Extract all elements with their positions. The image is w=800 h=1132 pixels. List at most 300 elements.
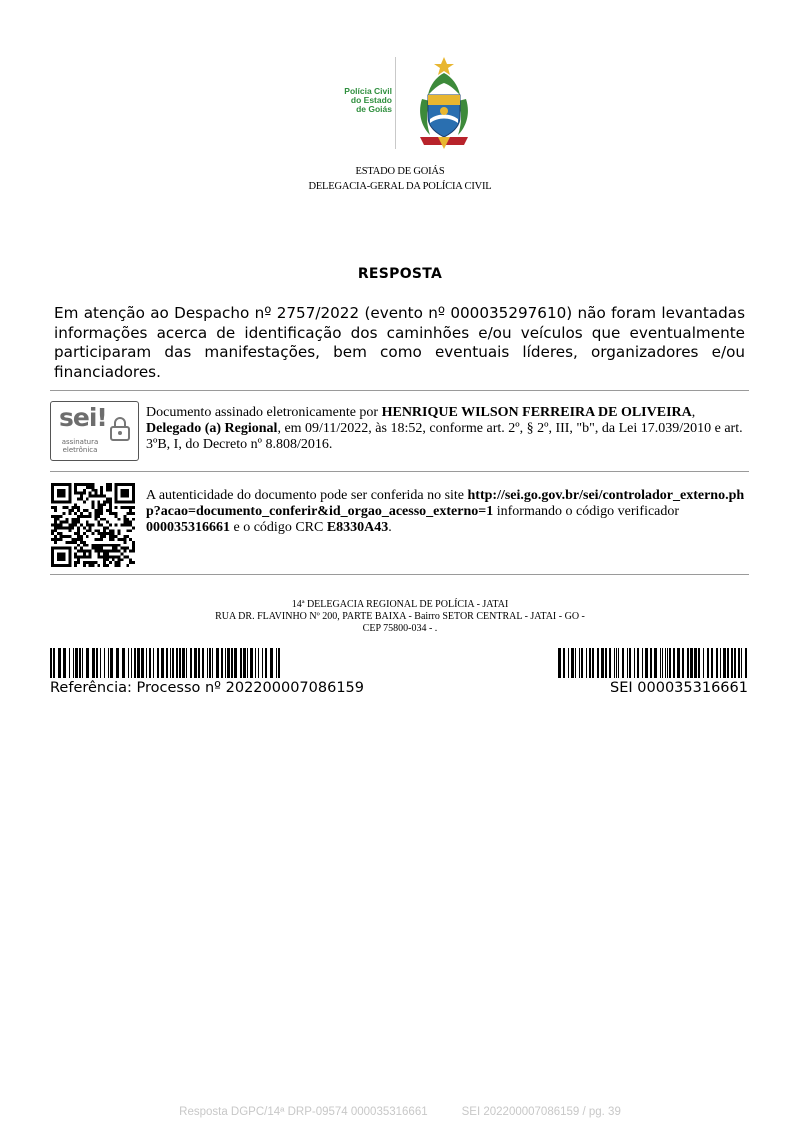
barcode-bar [634,648,635,678]
qr-module [129,550,132,553]
qr-module [106,553,109,556]
qr-module [68,489,71,492]
address-line: RUA DR. FLAVINHO Nº 200, PARTE BAIXA - Bairro SETOR CENTRAL - JATAI - GO - [215,611,585,622]
qr-module [89,492,92,495]
qr-module [71,524,74,527]
barcode-bar [669,648,671,678]
qr-module [115,535,118,538]
barcode-bar [707,648,709,678]
qr-module [118,529,121,532]
qr-module [118,555,121,558]
qr-module [97,547,100,550]
qr-module [83,483,86,486]
qr-module [57,515,60,518]
qr-module [109,524,112,527]
barcode-bar [723,648,726,678]
qr-module [68,500,71,503]
qr-module [100,538,103,541]
qr-module [94,515,97,518]
qr-module [129,483,132,486]
qr-module [100,518,103,521]
barcode-bar [609,648,611,678]
qr-module [74,547,77,550]
qr-module [63,495,66,498]
qr-module [77,515,80,518]
qr-module [97,564,100,567]
qr-module [97,553,100,556]
qr-module [54,518,57,521]
padlock-icon [109,416,131,442]
qr-module [129,506,132,509]
qr-module [132,492,135,495]
barcode-bar [667,648,668,678]
qr-module [109,532,112,535]
barcode-bar [212,648,213,678]
qr-module [57,532,60,535]
qr-module [77,535,80,538]
qr-module [132,541,135,544]
qr-module [63,506,66,509]
sei-barcode-icon [558,648,748,678]
qr-module [77,529,80,532]
qr-module [68,564,71,567]
qr-module [71,506,74,509]
logo-line: Polícia Civil [344,86,392,96]
qr-module [60,564,63,567]
signer-role: Delegado (a) Regional [146,421,278,436]
qr-module [77,558,80,561]
divider-top [50,390,749,391]
qr-module [115,506,118,509]
state-name: ESTADO DE GOIÁS [355,166,445,177]
qr-module [65,564,68,567]
barcode-bar [73,648,74,678]
qr-module [106,555,109,558]
qr-module [103,553,106,556]
qr-module [132,512,135,515]
qr-module [54,524,57,527]
qr-module [63,558,66,561]
barcode-bar [131,648,132,678]
qr-module [118,558,121,561]
qr-module [68,553,71,556]
qr-module [115,512,118,515]
authenticity-intro: A autenticidade do documento pode ser conferida no site [146,488,468,503]
qr-module [51,555,54,558]
qr-module [106,544,109,547]
qr-module [97,550,100,553]
qr-module [92,483,95,486]
qr-module [100,506,103,509]
stamp-caption-line: assinatura [61,438,99,446]
qr-module [60,521,63,524]
barcode-bar [63,648,66,678]
qr-module [83,553,86,556]
barcode-bar [170,648,171,678]
qr-module [86,529,89,532]
qr-module [51,553,54,556]
qr-module [129,500,132,503]
qr-module [80,524,83,527]
logo-line: do Estado [350,95,392,105]
qr-module [89,561,92,564]
qr-module [112,529,115,532]
qr-module [106,509,109,512]
qr-module [126,512,129,515]
qr-module [89,553,92,556]
barcode-bar [731,648,733,678]
qr-module [68,497,71,500]
qr-module [60,526,63,529]
qr-module [100,550,103,553]
qr-module [132,497,135,500]
page-footer [0,1106,800,1118]
barcode-bar [563,648,565,678]
qr-module [126,535,129,538]
qr-module [83,526,86,529]
qr-module [74,553,77,556]
qr-module [100,489,103,492]
footer-document-id: Resposta DGPC/14ª DRP-09574 000035316661 [179,1106,428,1118]
qr-module [112,532,115,535]
qr-module [92,489,95,492]
qr-module [86,535,89,538]
qr-module [115,555,118,558]
qr-module [51,500,54,503]
qr-module [106,564,109,567]
qr-module [77,518,80,521]
barcode-bar [673,648,675,678]
qr-module [121,483,124,486]
qr-module [77,483,80,486]
qr-module [74,506,77,509]
qr-module [57,538,60,541]
qr-module [74,532,77,535]
logo-line: de Goiás [356,104,392,114]
qr-module [65,526,68,529]
qr-module [121,492,124,495]
qr-module [74,555,77,558]
qr-module [100,486,103,489]
barcode-bar [209,648,211,678]
qr-module [89,524,92,527]
qr-module [51,506,54,509]
qr-module [74,486,77,489]
qr-module [115,483,118,486]
qr-module [115,544,118,547]
qr-module [121,489,124,492]
qr-module [60,558,63,561]
barcode-bar [221,648,223,678]
qr-module [129,512,132,515]
qr-module [94,518,97,521]
sei-signature-stamp [50,401,139,461]
qr-module [68,483,71,486]
qr-module [97,509,100,512]
barcode-bar [568,648,569,678]
qr-module [115,524,118,527]
qr-module [74,524,77,527]
qr-module [51,550,54,553]
qr-module [126,564,129,567]
barcode-bar [182,648,185,678]
qr-module [71,509,74,512]
qr-module [115,495,118,498]
qr-module [68,550,71,553]
qr-module [83,509,86,512]
qr-module [83,489,86,492]
qr-module [100,492,103,495]
barcode-bar [128,648,129,678]
qr-module [123,492,126,495]
barcode-bar [161,648,164,678]
barcode-bar [50,648,52,678]
barcode-bar [58,648,61,678]
qr-module [57,500,60,503]
barcode-bar [665,648,666,678]
qr-module [100,503,103,506]
barcode-bar [86,648,89,678]
process-barcode-icon [50,648,280,678]
qr-module [94,538,97,541]
qr-module [60,489,63,492]
qr-module [132,495,135,498]
qr-module [68,558,71,561]
qr-module [129,558,132,561]
qr-module [92,486,95,489]
qr-module [51,529,54,532]
qr-module [109,555,112,558]
barcode-bar [190,648,192,678]
qr-module [123,547,126,550]
barcode-bar [137,648,140,678]
qr-module [80,495,83,498]
qr-module [63,547,66,550]
qr-module [65,518,68,521]
qr-module [106,500,109,503]
qr-module [65,483,68,486]
address-line: 14ª DELEGACIA REGIONAL DE POLÍCIA - JATAI [291,599,509,610]
barcode-bar [194,648,197,678]
header-logo [300,55,500,155]
qr-module [132,506,135,509]
qr-module [80,483,83,486]
qr-module [92,500,95,503]
qr-module [106,497,109,500]
qr-module [112,550,115,553]
qr-module [83,561,86,564]
qr-module [54,506,57,509]
qr-module [100,555,103,558]
qr-module [60,500,63,503]
qr-module [86,550,89,553]
qr-module [51,483,54,486]
qr-module [86,544,89,547]
qr-module [109,506,112,509]
qr-module [86,509,89,512]
qr-module [80,541,83,544]
qr-module [94,561,97,564]
qr-module [121,538,124,541]
coat-of-arms-icon [408,55,480,151]
barcode-bar [258,648,259,678]
verification-link[interactable]: http://sei.go.gov.br/sei/controlador_externo.php?acao=documento_conferir&id_orgao_acesso_externo=1 [146,488,745,519]
qr-module [109,500,112,503]
qr-module [74,483,77,486]
barcode-bar [172,648,174,678]
barcode-bar [53,648,55,678]
qr-module [103,529,106,532]
barcode-bar [654,648,657,678]
qr-module [115,492,118,495]
qr-module [109,489,112,492]
signer-name: HENRIQUE WILSON FERREIRA DE OLIVEIRA [381,405,692,420]
qr-module [103,503,106,506]
barcode-bar [682,648,684,678]
qr-module [109,561,112,564]
document-title: RESPOSTA [357,266,443,282]
qr-module [83,550,86,553]
barcode-bar [734,648,736,678]
qr-module [65,541,68,544]
qr-module [121,553,124,556]
qr-module [51,489,54,492]
barcode-bar [262,648,263,678]
qr-module [109,503,112,506]
barcode-bar [198,648,200,678]
qr-module [51,547,54,550]
signature-separator: , [691,405,696,420]
qr-module [57,555,60,558]
qr-module [121,524,124,527]
qr-module [121,506,124,509]
qr-module [60,535,63,538]
barcode-bar [629,648,631,678]
qr-module [129,524,132,527]
address-line: CEP 75800-034 - . [362,623,438,634]
qr-module [129,538,132,541]
barcode-bar [255,648,256,678]
qr-module [77,555,80,558]
barcode-bar [225,648,226,678]
qr-module [77,544,80,547]
qr-module [123,521,126,524]
qr-module [92,547,95,550]
barcode-bar [586,648,587,678]
barcode-bar [589,648,591,678]
barcode-bar [645,648,648,678]
qr-module [126,547,129,550]
qr-module [54,541,57,544]
qr-module [97,512,100,515]
barcode-bar [153,648,154,678]
qr-module [103,526,106,529]
qr-module [94,544,97,547]
qr-module [80,535,83,538]
barcode-bar [741,648,742,678]
barcode-bar [738,648,740,678]
qr-module [80,512,83,515]
signature-prefix: Documento assinado eletronicamente por [146,405,382,420]
qr-module [123,500,126,503]
barcode-bar [687,648,689,678]
sei-logo-word: sei! [59,403,107,432]
qr-module [54,483,57,486]
qr-module [97,515,100,518]
qr-module [51,558,54,561]
qr-module [132,526,135,529]
qr-module [118,564,121,567]
qr-module [74,564,77,567]
qr-module [126,521,129,524]
qr-module [57,489,60,492]
qr-module [51,495,54,498]
qr-module [57,492,60,495]
qr-module [89,512,92,515]
qr-module [63,483,66,486]
barcode-bar [202,648,204,678]
qr-module [115,550,118,553]
qr-module [123,555,126,558]
qr-module [80,497,83,500]
qr-module [92,532,95,535]
barcode-bar [581,648,583,678]
qr-module [121,558,124,561]
qr-module [54,535,57,538]
barcode-bar [92,648,95,678]
barcode-bar [662,648,663,678]
barcode-bar [75,648,78,678]
qr-module [97,529,100,532]
qr-module [109,538,112,541]
qr-module [126,555,129,558]
barcode-bar [146,648,147,678]
qr-module [109,535,112,538]
qr-module [80,492,83,495]
qr-module [80,547,83,550]
barcode-bar [703,648,704,678]
barcode-bar [677,648,680,678]
barcode-bar [179,648,181,678]
barcode-bar [650,648,652,678]
qr-module [118,561,121,564]
qr-module [74,489,77,492]
qr-module [103,544,106,547]
qr-module [51,515,54,518]
qr-module [123,483,126,486]
qr-module [74,492,77,495]
barcode-bar [618,648,619,678]
qr-module [80,515,83,518]
barcode-bar [276,648,277,678]
qr-module [109,509,112,512]
qr-module [63,526,66,529]
qr-module [68,555,71,558]
qr-module [103,558,106,561]
barcode-bar [558,648,561,678]
qr-module [118,550,121,553]
qr-module [123,518,126,521]
qr-module [118,483,121,486]
qr-module [86,521,89,524]
qr-module [100,524,103,527]
qr-module [100,544,103,547]
qr-module [115,564,118,567]
qr-module [60,492,63,495]
barcode-bar [597,648,599,678]
qr-module [54,547,57,550]
barcode-bar [116,648,119,678]
